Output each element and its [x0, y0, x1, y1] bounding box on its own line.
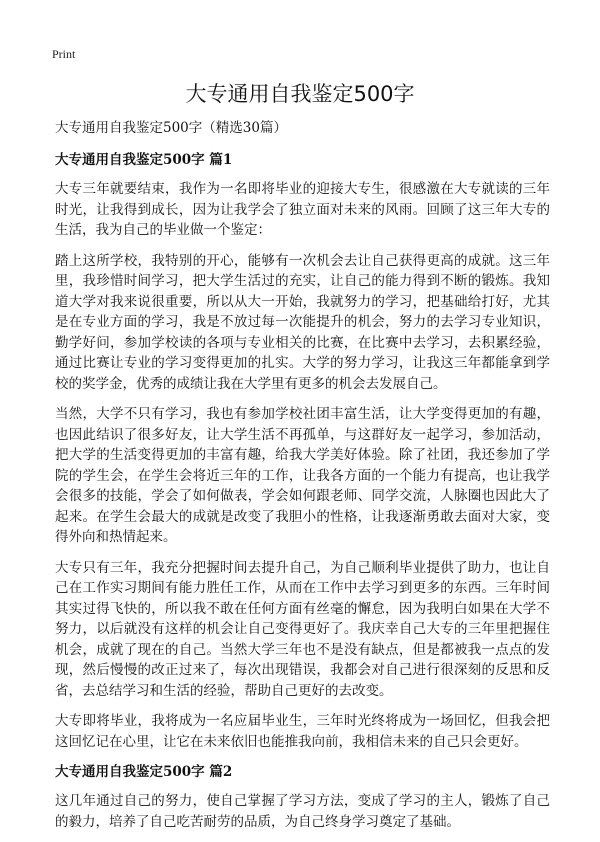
section-heading: 大专通用自我鉴定500字 篇2 — [55, 764, 233, 780]
section-heading: 大专通用自我鉴定500字 篇1 — [55, 152, 233, 168]
section-1 — [55, 150, 550, 752]
paragraph: 这几年通过自己的努力，使自己掌握了学习方法，变成了学习的主人，锻炼了自己的毅力，培养了自己吃苦耐劳的品质，为自己终身学习奠定了基础。 — [55, 793, 550, 830]
print-link[interactable]: Print — [52, 47, 76, 61]
section-2 — [55, 762, 550, 832]
paragraph: 大专三年就要结束，我作为一名即将毕业的迎接大专生，很感激在大专就读的三年时光，让我得到成长，因为让我学会了独立面对未来的风雨。回顾了这三年大专的生活，我为自己的毕业做一个鉴定： — [55, 181, 550, 238]
paragraph: 踏上这所学校，我特别的开心，能够有一次机会去让自己获得更高的成就。这三年里，我珍惜时间学习，把大学生活过的充实，让自己的能力得到不断的锻炼。我知道大学对我来说很重要，所以从大一开始，我就努力的学习，把基础给打好，尤其是在专业方面的学习，我是不放过每一次能提升的机会，努力的去学习专业知识，勤学好问，参加学校读的各项与专业相关的比赛，在比赛中去学习，去积累经验，通过比赛让专业的学习变得更加的扎实。大学的努力学习，让我这三年都能拿到学校的奖学金，优秀的成绩让我在大学里有更多的机会去发展自己。 — [55, 252, 550, 392]
page-title: 大专通用自我鉴定500字 — [185, 82, 415, 106]
paragraph: 大专即将毕业，我将成为一名应届毕业生，三年时光终将成为一场回忆，但我会把这回忆记在心里，让它在未来依旧也能推我向前，我相信未来的自己只会更好。 — [55, 713, 550, 750]
paragraph: 当然，大学不只有学习，我也有参加学校社团丰富生活，让大学变得更加的有趣，也因此结识了很多好友，让大学生活不再孤单，与这群好友一起学习，参加活动，把大学的生活变得更加的丰富有趣，给我大学美好体验。除了社团，我还参加了学院的学生会，在学生会将近三年的工作，让我各方面的一个能力有提高，也让我学会很多的技能，学会了如何做表，学会如何跟老师、同学交流，人脉圈也因此大了起来。在学生会最大的成就是改变了我胆小的性格，让我逐渐勇敢去面对大家，变得外向和热情起来。 — [55, 406, 550, 545]
document-body — [55, 118, 550, 842]
document-subtitle: 大专通用自我鉴定500字（精选30篇） — [55, 120, 287, 136]
paragraph: 大专只有三年，我充分把握时间去提升自己，为自己顺利毕业提供了助力，也让自己在工作实习期间有能力胜任工作，从而在工作中去学习到更多的东西。三年时间其实过得飞快的，所以我不敢在任何方面有丝毫的懈怠，因为我明白如果在大学不努力，以后就没有这样的机会让自己变得更好了。我庆幸自己大专的三年里把握住机会，成就了现在的自己。当然大学三年也不是没有缺点，但是都被我一点点的发现，然后慢慢的改正过来了，每次出现错误，我都会对自己进行很深刻的反思和反省，去总结学习和生活的经验，帮助自己更好的去改变。 — [55, 559, 550, 699]
